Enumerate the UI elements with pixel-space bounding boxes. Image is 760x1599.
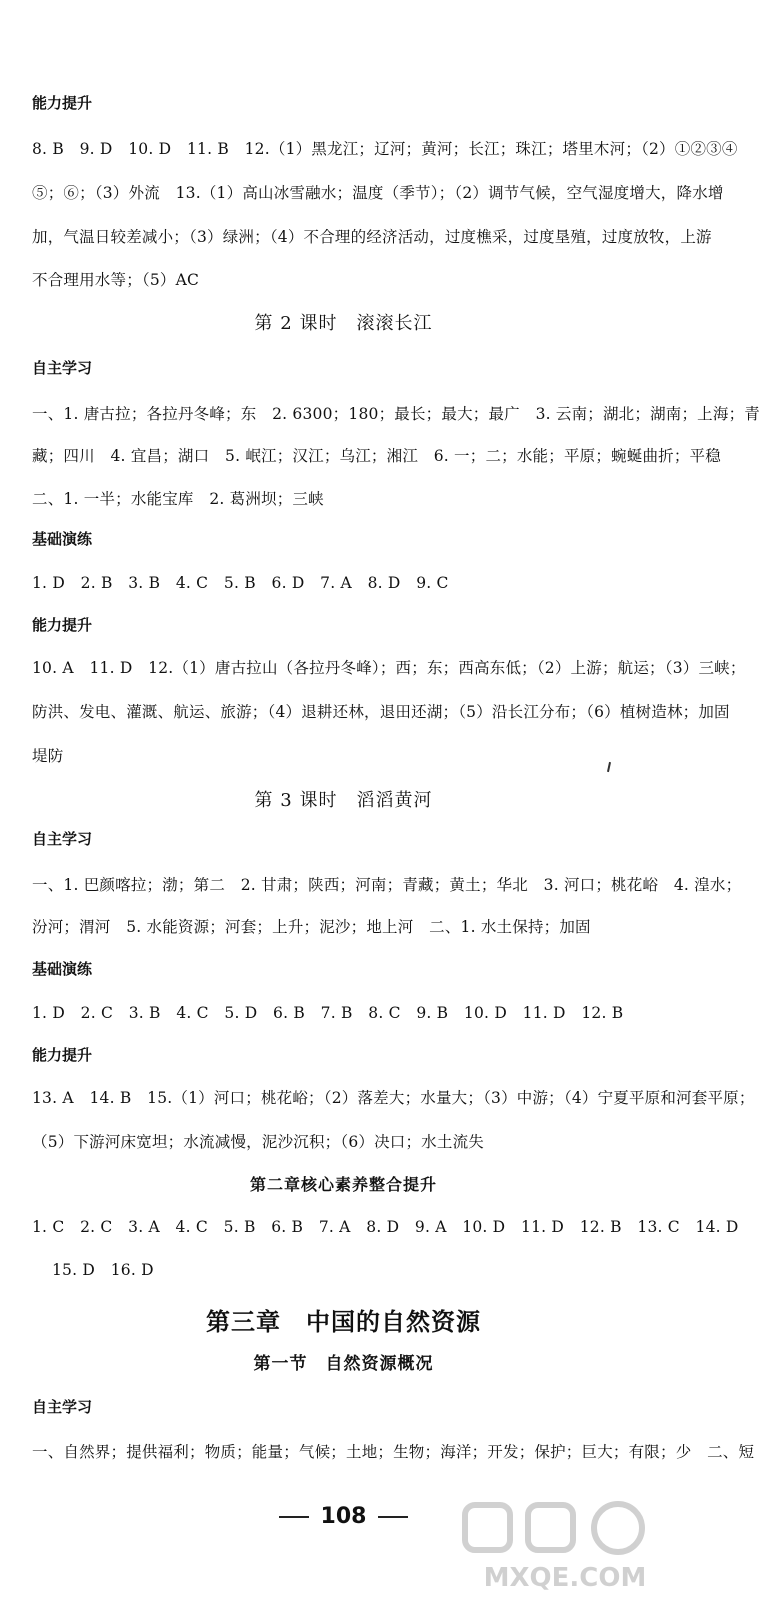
answer-line: 1. D 2. C 3. B 4. C 5. D 6. B 7. B 8. C 9. B 10. D 11. D 12. B	[32, 1004, 624, 1022]
answer-line: 1. C 2. C 3. A 4. C 5. B 6. B 7. A 8. D 9. A 10. D 11. D 12. B 13. C 14. D	[32, 1218, 739, 1236]
answer-line: 加，气温日较差减小；（3）绿洲；（4）不合理的经济活动，过度樵采，过度垦殖，过度放牧，上游	[32, 228, 712, 246]
lesson-title: 第 2 课时 滚滚长江	[254, 313, 433, 334]
answer-line: 8. B 9. D 10. D 11. B 12.（1）黑龙江；辽河；黄河；长江；珠江；塔里木河；（2）①②③④	[32, 140, 738, 158]
watermark-logo	[450, 1500, 680, 1595]
answer-line: 15. D 16. D	[52, 1261, 154, 1279]
watermark-text: MXQE.COM	[483, 1563, 647, 1593]
answer-line: 一、1. 唐古拉；各拉丹冬峰；东 2. 6300；180；最长；最大；最广 3. 云南；湖北；湖南；上海；青	[32, 405, 760, 423]
section-heading: 自主学习	[32, 1398, 93, 1416]
answer-line: 堤防	[32, 747, 64, 765]
section-heading: 基础演练	[32, 530, 93, 548]
chapter-title: 第三章 中国的自然资源	[206, 1308, 481, 1336]
section-heading: 自主学习	[32, 830, 93, 848]
section-heading: 自主学习	[32, 359, 93, 377]
dash-right	[378, 1516, 408, 1518]
section-title: 第一节 自然资源概况	[253, 1354, 434, 1374]
answer-line: ⑤；⑥；（3）外流 13.（1）高山冰雪融水；温度（季节）；（2）调节气候，空气湿度增大，降水增	[32, 184, 724, 202]
section-heading: 能力提升	[32, 616, 93, 634]
answer-line: （5）下游河床宽坦；水流减慢，泥沙沉积；（6）决口；水土流失	[32, 1133, 484, 1151]
summary-title: 第二章核心素养整合提升	[249, 1175, 437, 1194]
stray-mark	[607, 762, 611, 772]
section-heading: 基础演练	[32, 960, 93, 978]
answer-line: 一、自然界；提供福利；物质；能量；气候；土地；生物；海洋；开发；保护；巨大；有限；少 二、短	[32, 1443, 755, 1461]
answer-line: 二、1. 一半；水能宝库 2. 葛洲坝；三峡	[32, 490, 324, 508]
dash-left	[279, 1516, 309, 1518]
answer-line: 汾河；渭河 5. 水能资源；河套；上升；泥沙；地上河 二、1. 水土保持；加固	[32, 918, 591, 936]
answer-line: 13. A 14. B 15.（1）河口；桃花峪；（2）落差大；水量大；（3）中游；（4）宁夏平原和河套平原；	[32, 1089, 755, 1107]
section-heading: 能力提升	[32, 94, 93, 112]
lesson-title: 第 3 课时 滔滔黄河	[254, 790, 433, 811]
answer-line: 藏；四川 4. 宜昌；湖口 5. 岷江；汉江；乌江；湘江 6. 一；二；水能；平原；蜿蜒曲折；平稳	[32, 447, 721, 465]
section-heading: 能力提升	[32, 1046, 93, 1064]
answer-line: 1. D 2. B 3. B 4. C 5. B 6. D 7. A 8. D 9. C	[32, 574, 449, 592]
answer-line: 不合理用水等；（5）AC	[32, 271, 200, 289]
page-number-text: 108	[320, 1504, 367, 1529]
answer-line: 10. A 11. D 12.（1）唐古拉山（各拉丹冬峰）；西；东；西高东低；（2）上游；航运；（3）三峡；	[32, 659, 746, 677]
answer-line: 一、1. 巴颜喀拉；渤；第二 2. 甘肃；陕西；河南；青藏；黄土；华北 3. 河口；桃花峪 4. 湟水；	[32, 876, 742, 894]
answer-line: 防洪、发电、灌溉、航运、旅游；（4）退耕还林，退田还湖；（5）沿长江分布；（6）植树造林；加固	[32, 703, 730, 721]
